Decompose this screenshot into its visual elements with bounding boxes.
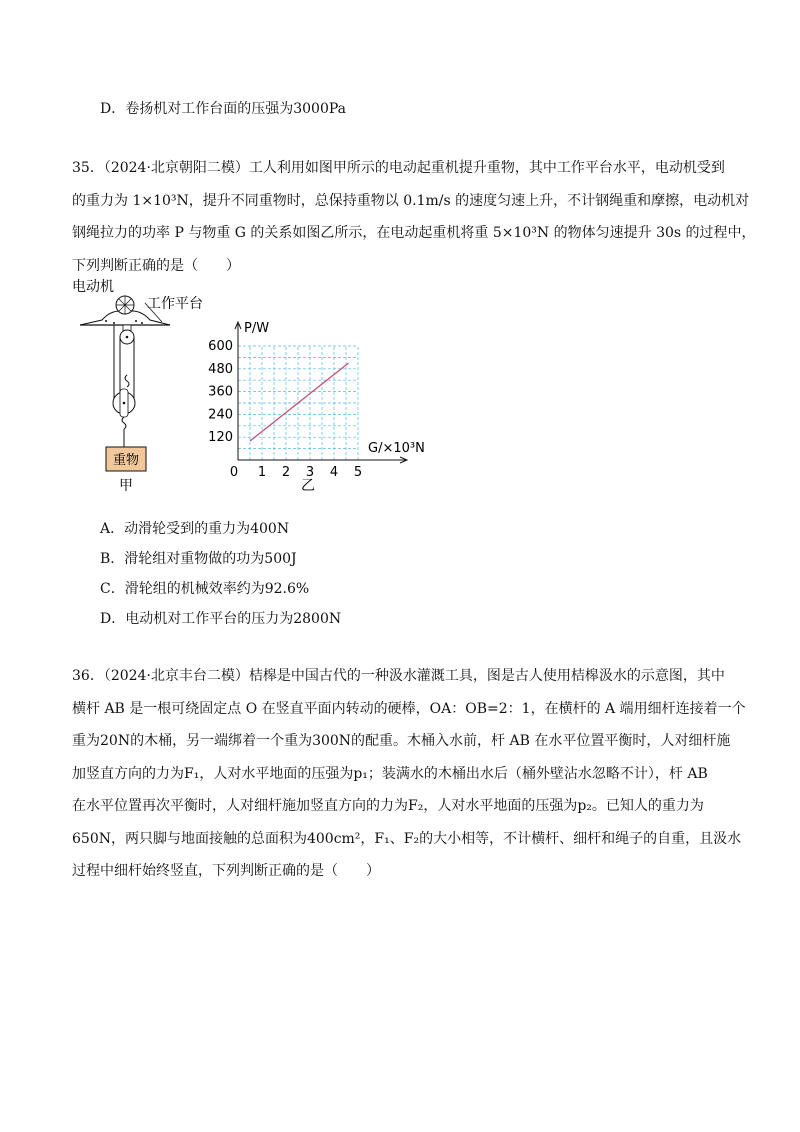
y-tick-label: 600 xyxy=(208,339,233,354)
q35-option-c[interactable]: C．滑轮组的机械效率约为92.6% xyxy=(100,581,310,597)
q36-stem xyxy=(72,660,746,888)
weight-hook xyxy=(122,417,126,429)
q36-source: （2024·北京丰台二模） xyxy=(103,668,249,684)
platform-dot xyxy=(141,322,143,324)
q36-number: 36． xyxy=(72,668,104,684)
q34-option-d: D．卷扬机对工作台面的压强为3000Pa xyxy=(100,101,346,117)
fixed-pulley-axle xyxy=(126,336,129,339)
pulley-hook xyxy=(125,375,129,387)
q36-line: 桔槔是中国古代的一种汲水灌溉工具，图是古人使用桔槔汲水的示意图，其中 xyxy=(248,668,725,684)
q36-line: 横杆 AB 是一根可绕固定点 O 在竖直平面内转动的硬棒，OA：OB=2：1，在横杆的 A 端用细杆连接着一个 xyxy=(72,700,746,717)
y-tick-label: 120 xyxy=(208,430,233,446)
q35-option-a[interactable]: A．动滑轮受到的重力为400N xyxy=(100,521,290,537)
q35-option-d[interactable]: D．电动机对工作平台的压力为2800N xyxy=(100,611,342,627)
power-weight-chart xyxy=(200,318,430,493)
q35-number: 35． xyxy=(72,160,104,176)
q36-line: 在水平位置再次平衡时，人对细杆施加竖直方向的力为F₂，人对水平地面的压强为p₂。已知人的重力为 xyxy=(72,798,704,814)
x-tick-label: 0 xyxy=(229,465,239,480)
q36-line: 加竖直方向的力为F₁，人对水平地面的压强为p₁；装满水的木桶出水后（桶外壁沾水忽略不计），杆 AB xyxy=(72,765,708,782)
x-tick-label: 2 xyxy=(281,465,291,480)
x-tick-label: 5 xyxy=(353,465,363,480)
q35-line3: 钢绳拉力的功率 P 与物重 G 的关系如图乙所示，在电动起重机将重 5×10³N 的物体匀速提升 30s 的过程中， xyxy=(72,225,756,241)
y-tick-label: 480 xyxy=(208,361,233,377)
platform-label: 工作平台 xyxy=(147,296,203,312)
x-tick-label: 1 xyxy=(257,465,267,480)
power-series-line xyxy=(250,363,348,441)
y-axis-label: P/W xyxy=(244,321,270,336)
q35-option-b[interactable]: B．滑轮组对重物做的功为500J xyxy=(100,551,297,567)
q36-line: 650N，两只脚与地面接触的总面积为400cm²，F₁、F₂的大小相等，不计横杆、细杆和绳子的自重，且汲水 xyxy=(72,830,742,847)
q35-line1: 工人利用如图甲所示的电动起重机提升重物，其中工作平台水平，电动机受到 xyxy=(248,160,725,176)
x-axis-label: G/×10³N xyxy=(368,441,425,456)
platform-dot xyxy=(135,320,137,322)
y-tick-label: 240 xyxy=(208,407,233,423)
motor-label: 电动机 xyxy=(72,279,114,295)
figure-jia-caption: 甲 xyxy=(119,478,133,494)
figure-yi-caption: 乙 xyxy=(301,478,315,494)
x-tick-label: 3 xyxy=(305,465,315,480)
platform-dot xyxy=(113,322,115,324)
q35-line2: 的重力为 1×10³N，提升不同重物时，总保持重物以 0.1m/s 的速度匀速上升，不计钢绳重和摩擦，电动机对 xyxy=(72,192,750,209)
q36-line: 重为20N的木桶，另一端绑着一个重为300N的配重。木桶入水前，杆 AB 在水平位置平衡时，人对细杆施 xyxy=(72,733,731,749)
y-tick-label: 360 xyxy=(208,384,233,400)
movable-pulley-axle xyxy=(123,402,126,405)
q35-line4: 下列判断正确的是（ ） xyxy=(72,257,240,274)
q35-stem xyxy=(72,152,756,282)
chart-ticks xyxy=(208,339,362,480)
q36-line: 过程中细杆始终竖直，下列判断正确的是（ ） xyxy=(72,863,380,879)
platform-dot xyxy=(105,320,107,322)
chart-series xyxy=(250,363,348,441)
crane-diagram xyxy=(70,275,203,500)
weight-label: 重物 xyxy=(112,453,140,468)
x-tick-label: 4 xyxy=(329,465,339,480)
q35-source: （2024·北京朝阳二模） xyxy=(103,160,249,176)
